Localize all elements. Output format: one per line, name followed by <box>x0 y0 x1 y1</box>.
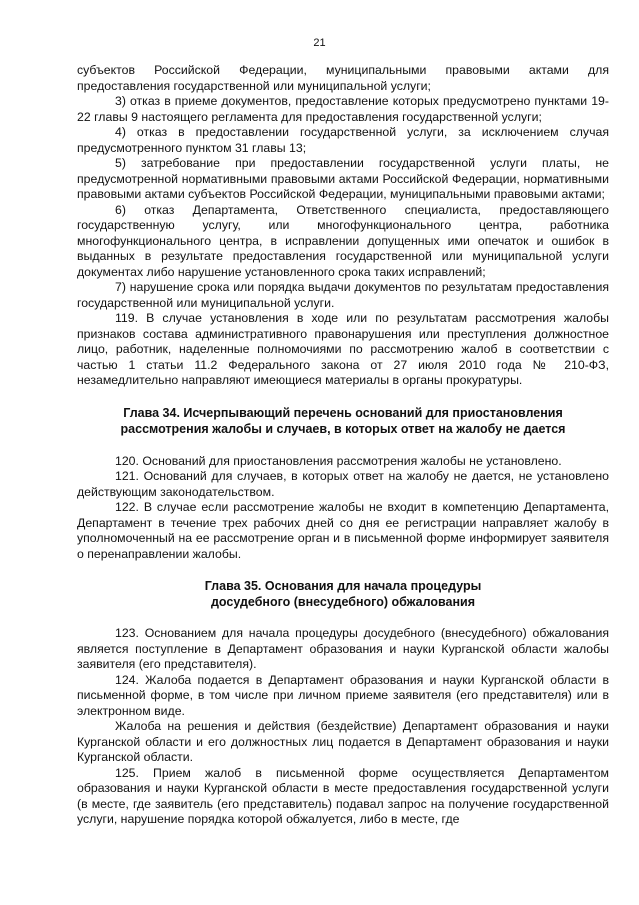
chapter-34-heading <box>77 405 609 437</box>
paragraph-120: 120. Оснований для приостановления рассмотрения жалобы не установлено. <box>115 453 562 468</box>
section-top <box>77 63 609 389</box>
page-number: 21 <box>313 37 326 49</box>
chapter-35-heading-line1: Глава 35. Основания для начала процедуры <box>204 579 482 593</box>
list-item-7: 7) нарушение срока или порядка выдачи документов по результатам предоставления государственной или муниципальной услуги. <box>77 280 609 310</box>
paragraph-123: 123. Основанием для начала процедуры досудебного (внесудебного) обжалования является поступление в Департамент образования и науки Курганской области жалобы заявителя (его представителя). <box>77 626 609 671</box>
paragraph-125: 125. Прием жалоб в письменной форме осуществляется Департаментом образования и науки Курганской области в месте предоставления государственной услуги (в месте, где заявитель (его представитель) подавал запрос на получение государственной услуги, нарушение порядка которой обжалуется, либо в месте, где <box>77 765 609 826</box>
chapter-34-heading-line1: Глава 34. Исчерпывающий перечень оснований для приостановления <box>123 405 563 420</box>
list-item-6: 6) отказ Департамента, Ответственного специалиста, предоставляющего государственную услугу, или многофункционального центра, работника многофункционального центра, в исправлении допущенных ими опечаток и ошибок в выданных в результате предоставления государственной или муниципальной услуги документах либо нарушение установленного срока таких исправлений; <box>77 202 609 279</box>
paragraph-119: 119. В случае установления в ходе или по результатам рассмотрения жалобы признаков состава административного правонарушения или преступления должностное лицо, работник, наделенные полномочиями по рассмотрению жалоб в соответствии с частью 1 статьи 11.2 Федерального закона от 27 июля 2010 года № 210-ФЗ, незамедлительно направляют имеющиеся материалы в органы прокуратуры. <box>77 311 609 387</box>
section-34 <box>77 454 609 563</box>
paragraph-122: 122. В случае если рассмотрение жалобы не входит в компетенцию Департамента, Департамент в течение трех рабочих дней со дня ее регистрации направляет жалобу в уполномоченный на ее рассмотрение орган и в письменной форме информирует заявителя о перенаправлении жалобы. <box>77 500 609 561</box>
chapter-35-heading <box>77 578 609 610</box>
document-body <box>77 63 609 828</box>
list-item-4: 4) отказ в предоставлении государственной услуги, за исключением случая предусмотренного пунктом 31 главы 13; <box>77 125 609 155</box>
list-item-5: 5) затребование при предоставлении государственной услуги платы, не предусмотренной нормативными правовыми актами Российской Федерации, нормативными правовыми актами субъектов Российской Федерации, муниципальными правовыми актами; <box>77 156 609 201</box>
chapter-35-heading-line2: досудебного (внесудебного) обжалования <box>210 595 476 609</box>
section-35 <box>77 626 609 828</box>
paragraph-continuation: субъектов Российской Федерации, муниципальными правовыми актами для предоставления государственной или муниципальной услуги; <box>77 63 609 93</box>
paragraph-121: 121. Оснований для случаев, в которых ответ на жалобу не дается, не установлено действующим законодательством. <box>77 469 609 499</box>
chapter-34-heading-line2: рассмотрения жалобы и случаев, в которых ответ на жалобу не дается <box>120 421 566 436</box>
paragraph-complaint-decisions: Жалоба на решения и действия (бездействие) Департамент образования и науки Курганской области и его должностных лиц подается в Департамент образования и науки Курганской области. <box>77 719 609 764</box>
list-item-3: 3) отказ в приеме документов, предоставление которых предусмотрено пунктами 19-22 главы 9 настоящего регламента для предоставления государственной услуги; <box>77 94 609 124</box>
paragraph-124: 124. Жалоба подается в Департамент образования и науки Курганской области в письменной форме, в том числе при личном приеме заявителя (его представителя) или в электронном виде. <box>77 672 609 718</box>
